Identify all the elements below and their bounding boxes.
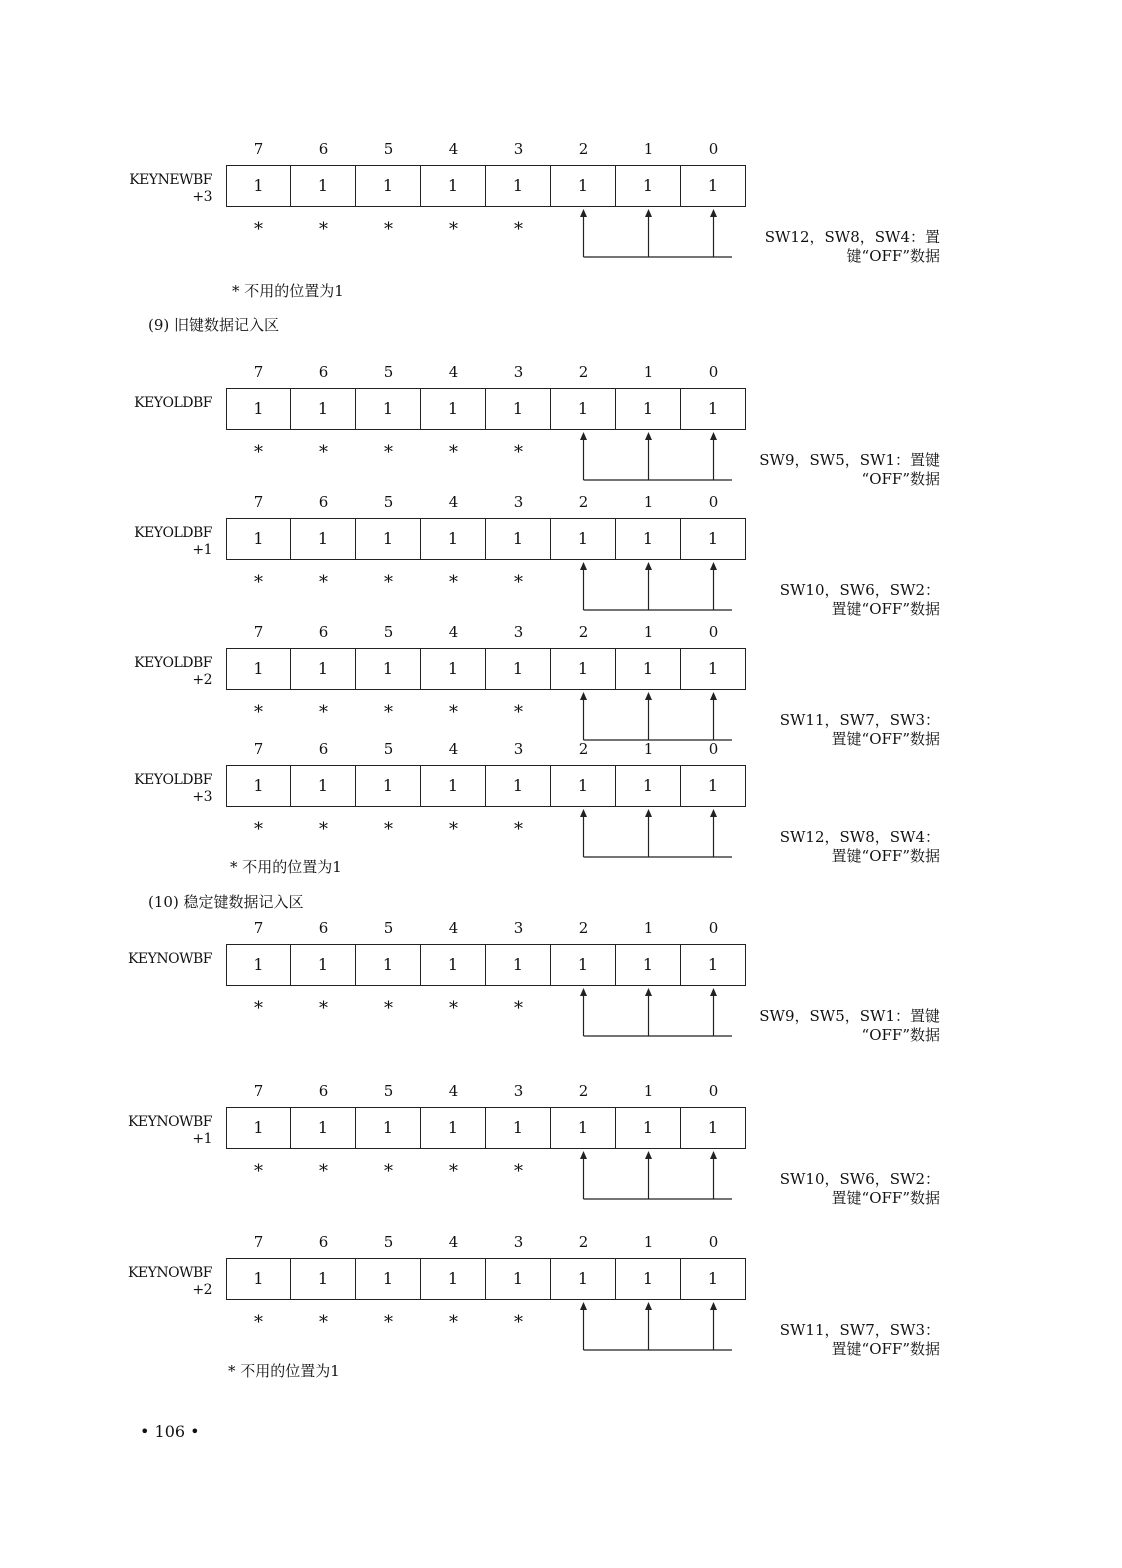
register-label-line2: +1: [192, 1131, 212, 1147]
bit-number: 1: [643, 363, 654, 381]
bit-number: 1: [643, 740, 654, 758]
arrowhead: [580, 988, 587, 996]
unused-star: *: [449, 1161, 458, 1182]
unused-star: *: [254, 998, 263, 1019]
unused-star: *: [449, 819, 458, 840]
bit-number: 0: [708, 623, 719, 641]
unused-star: *: [514, 572, 523, 593]
bit-number: 4: [448, 919, 459, 937]
bit-number: 4: [448, 493, 459, 511]
register-label-line1: KEYOLDBF: [134, 395, 212, 411]
unused-star: *: [384, 572, 393, 593]
bit-number: 4: [448, 623, 459, 641]
arrow-bracket: [0, 493, 1122, 623]
unused-star: *: [254, 442, 263, 463]
bit-number: 3: [513, 919, 524, 937]
bit-number: 3: [513, 363, 524, 381]
arrowhead: [645, 1151, 652, 1159]
bit-number: 0: [708, 493, 719, 511]
arrowhead: [710, 432, 717, 440]
bit-cell: 1: [356, 765, 421, 807]
arrowhead: [580, 562, 587, 570]
bit-cell: 1: [421, 518, 486, 560]
unused-star: *: [384, 998, 393, 1019]
bit-number: 0: [708, 740, 719, 758]
unused-star: *: [514, 1161, 523, 1182]
arrow-bracket: [0, 740, 1122, 870]
bit-cell: 1: [356, 944, 421, 986]
bit-number: 5: [383, 740, 394, 758]
bit-number: 4: [448, 363, 459, 381]
bit-number: 7: [253, 623, 264, 641]
register-label-line2: +1: [192, 542, 212, 558]
bit-cell: 1: [681, 1107, 746, 1149]
bit-number: 1: [643, 140, 654, 158]
register-diagram: [0, 493, 1122, 623]
switch-description: [780, 1321, 940, 1359]
bit-cell: 1: [291, 165, 356, 207]
bit-number: 5: [383, 623, 394, 641]
switch-description-line2: 置键“OFF”数据: [831, 1340, 940, 1358]
register-diagram: [0, 919, 1122, 1049]
bit-number: 7: [253, 919, 264, 937]
switch-description: [765, 228, 940, 266]
bit-number: 2: [578, 740, 589, 758]
bit-number: 5: [383, 919, 394, 937]
unused-star: *: [319, 702, 328, 723]
bit-cell: 1: [616, 165, 681, 207]
bit-number: 2: [578, 919, 589, 937]
unused-note: * 不用的位置为1: [228, 1362, 340, 1380]
switch-description: [780, 581, 940, 619]
unused-star: *: [514, 1312, 523, 1333]
switch-description-line1: SW12，SW8，SW4：置: [764, 228, 940, 246]
bit-number: 6: [318, 363, 329, 381]
bit-cell: 1: [486, 165, 551, 207]
unused-star: *: [254, 702, 263, 723]
bit-number: 6: [318, 1082, 329, 1100]
arrowhead: [580, 209, 587, 217]
register-label-line1: KEYNEWBF: [129, 172, 212, 188]
bit-number: 3: [513, 740, 524, 758]
unused-star: *: [384, 702, 393, 723]
bit-number: 3: [513, 623, 524, 641]
unused-star: *: [319, 819, 328, 840]
arrowhead: [645, 988, 652, 996]
bit-cell: 1: [486, 388, 551, 430]
bit-number: 3: [513, 493, 524, 511]
bit-cell: 1: [421, 944, 486, 986]
register-label-line1: KEYOLDBF: [134, 525, 212, 541]
unused-star: *: [384, 819, 393, 840]
switch-description: [780, 1170, 940, 1208]
register-diagram: [0, 1082, 1122, 1212]
unused-star: *: [384, 1161, 393, 1182]
bit-number: 4: [448, 1082, 459, 1100]
arrowhead: [645, 1302, 652, 1310]
bit-cell: 1: [291, 944, 356, 986]
arrowhead: [645, 809, 652, 817]
bit-cell: 1: [486, 765, 551, 807]
bit-number: 7: [253, 1082, 264, 1100]
unused-star: *: [319, 219, 328, 240]
unused-star: *: [449, 1312, 458, 1333]
register-label-line2: +2: [192, 1282, 212, 1298]
register-diagram: [0, 623, 1122, 753]
switch-description-line2: 置键“OFF”数据: [831, 847, 940, 865]
unused-star: *: [514, 442, 523, 463]
bit-cell: 1: [616, 765, 681, 807]
bit-cell: 1: [356, 1258, 421, 1300]
bit-number: 7: [253, 363, 264, 381]
arrowhead: [645, 209, 652, 217]
arrow-bracket: [0, 363, 1122, 493]
unused-star: *: [384, 1312, 393, 1333]
bit-number: 5: [383, 1082, 394, 1100]
bit-cell: 1: [681, 518, 746, 560]
bit-number: 7: [253, 493, 264, 511]
unused-note: * 不用的位置为1: [230, 858, 342, 876]
bit-cell: 1: [226, 1258, 291, 1300]
bit-cell: 1: [551, 165, 616, 207]
bit-cell: 1: [356, 518, 421, 560]
bit-number: 4: [448, 740, 459, 758]
section-10-title: (10) 稳定键数据记入区: [148, 893, 304, 911]
arrowhead: [710, 1151, 717, 1159]
bit-number: 2: [578, 1082, 589, 1100]
bit-cell: 1: [616, 1258, 681, 1300]
bit-number: 6: [318, 919, 329, 937]
bit-number: 0: [708, 1082, 719, 1100]
bit-cell: 1: [616, 388, 681, 430]
switch-description-line2: 置键“OFF”数据: [831, 1189, 940, 1207]
bit-cell: 1: [486, 648, 551, 690]
switch-description-line1: SW9，SW5，SW1：置键: [759, 451, 940, 469]
register-diagram: [0, 740, 1122, 870]
bit-cell: 1: [356, 388, 421, 430]
switch-description-line1: SW11，SW7，SW3：: [779, 711, 940, 729]
unused-star: *: [319, 442, 328, 463]
bit-number: 6: [318, 140, 329, 158]
switch-description: [759, 451, 940, 489]
bit-number: 2: [578, 623, 589, 641]
bit-cell: 1: [681, 944, 746, 986]
switch-description-line1: SW10，SW6，SW2：: [779, 581, 940, 599]
unused-star: *: [254, 1161, 263, 1182]
section-9-title: (9) 旧键数据记入区: [148, 316, 280, 334]
bit-number: 6: [318, 740, 329, 758]
bit-cell: 1: [616, 944, 681, 986]
bit-cell: 1: [226, 1107, 291, 1149]
bit-cell: 1: [421, 1107, 486, 1149]
arrow-bracket: [0, 919, 1122, 1049]
switch-description: [780, 828, 940, 866]
register-label-line1: KEYOLDBF: [134, 772, 212, 788]
unused-star: *: [384, 219, 393, 240]
unused-star: *: [514, 219, 523, 240]
bit-cell: 1: [551, 1107, 616, 1149]
bit-number: 1: [643, 493, 654, 511]
switch-description-line1: SW9，SW5，SW1：置键: [759, 1007, 940, 1025]
bit-number: 2: [578, 363, 589, 381]
arrowhead: [710, 209, 717, 217]
bit-cell: 1: [681, 165, 746, 207]
bit-number: 2: [578, 140, 589, 158]
bit-number: 1: [643, 919, 654, 937]
arrowhead: [580, 692, 587, 700]
bit-cell: 1: [681, 648, 746, 690]
register-diagram: [0, 363, 1122, 493]
bit-cell: 1: [421, 765, 486, 807]
bit-cell: 1: [616, 1107, 681, 1149]
unused-note: * 不用的位置为1: [232, 282, 344, 300]
bit-cell: 1: [356, 165, 421, 207]
bit-cell: 1: [226, 518, 291, 560]
bit-number: 5: [383, 1233, 394, 1251]
bit-cell: 1: [551, 765, 616, 807]
unused-star: *: [319, 998, 328, 1019]
register-label-line2: +2: [192, 672, 212, 688]
bit-cell: 1: [551, 1258, 616, 1300]
unused-star: *: [319, 1312, 328, 1333]
bit-cell: 1: [681, 388, 746, 430]
bit-number: 1: [643, 1082, 654, 1100]
bit-cell: 1: [291, 648, 356, 690]
bit-number: 1: [643, 1233, 654, 1251]
unused-star: *: [384, 442, 393, 463]
register-label-line1: KEYNOWBF: [127, 1265, 212, 1281]
unused-star: *: [514, 702, 523, 723]
switch-description-line1: SW11，SW7，SW3：: [779, 1321, 940, 1339]
arrowhead: [580, 432, 587, 440]
unused-star: *: [254, 819, 263, 840]
arrowhead: [710, 1302, 717, 1310]
bit-cell: 1: [226, 388, 291, 430]
switch-description-line2: 置键“OFF”数据: [831, 600, 940, 618]
bit-cell: 1: [486, 944, 551, 986]
register-label-line1: KEYOLDBF: [134, 655, 212, 671]
bit-cell: 1: [421, 1258, 486, 1300]
bit-cell: 1: [291, 765, 356, 807]
switch-description: [759, 1007, 940, 1045]
unused-star: *: [514, 998, 523, 1019]
bit-cell: 1: [226, 765, 291, 807]
switch-description-line2: 键“OFF”数据: [846, 247, 940, 265]
bit-number: 6: [318, 623, 329, 641]
arrowhead: [710, 809, 717, 817]
bit-cell: 1: [291, 1107, 356, 1149]
arrowhead: [645, 562, 652, 570]
arrowhead: [710, 988, 717, 996]
bit-number: 3: [513, 1082, 524, 1100]
bit-cell: 1: [226, 944, 291, 986]
switch-description-line2: “OFF”数据: [861, 1026, 940, 1044]
register-label-line2: +3: [192, 789, 212, 805]
arrowhead: [710, 562, 717, 570]
arrowhead: [645, 692, 652, 700]
bit-number: 4: [448, 140, 459, 158]
register-label-line1: KEYNOWBF: [127, 1114, 212, 1130]
switch-description-line1: SW12，SW8，SW4：: [779, 828, 940, 846]
unused-star: *: [449, 442, 458, 463]
bit-number: 0: [708, 140, 719, 158]
bit-cell: 1: [551, 388, 616, 430]
page-number: • 106 •: [140, 1422, 200, 1441]
bit-cell: 1: [551, 944, 616, 986]
unused-star: *: [319, 1161, 328, 1182]
unused-star: *: [254, 1312, 263, 1333]
bit-number: 2: [578, 1233, 589, 1251]
bit-number: 6: [318, 493, 329, 511]
unused-star: *: [449, 998, 458, 1019]
bit-number: 5: [383, 363, 394, 381]
switch-description-line1: SW10，SW6，SW2：: [779, 1170, 940, 1188]
bit-number: 2: [578, 493, 589, 511]
bit-cell: 1: [291, 1258, 356, 1300]
unused-star: *: [449, 702, 458, 723]
bit-number: 0: [708, 919, 719, 937]
bit-cell: 1: [226, 165, 291, 207]
unused-star: *: [319, 572, 328, 593]
bit-cell: 1: [681, 1258, 746, 1300]
arrowhead: [580, 1151, 587, 1159]
bit-number: 3: [513, 140, 524, 158]
bit-number: 7: [253, 1233, 264, 1251]
arrowhead: [645, 432, 652, 440]
bit-cell: 1: [226, 648, 291, 690]
bit-cell: 1: [486, 1107, 551, 1149]
bit-number: 7: [253, 740, 264, 758]
unused-star: *: [254, 572, 263, 593]
unused-star: *: [254, 219, 263, 240]
arrowhead: [710, 692, 717, 700]
arrow-bracket: [0, 623, 1122, 753]
bit-number: 5: [383, 493, 394, 511]
switch-description-line2: 置键“OFF”数据: [831, 730, 940, 748]
arrow-bracket: [0, 1082, 1122, 1212]
bit-cell: 1: [421, 648, 486, 690]
switch-description-line2: “OFF”数据: [861, 470, 940, 488]
register-diagram: [0, 140, 1122, 270]
bit-cell: 1: [616, 518, 681, 560]
bit-number: 4: [448, 1233, 459, 1251]
bit-number: 6: [318, 1233, 329, 1251]
bit-number: 7: [253, 140, 264, 158]
bit-number: 5: [383, 140, 394, 158]
bit-number: 0: [708, 363, 719, 381]
unused-star: *: [449, 219, 458, 240]
bit-number: 3: [513, 1233, 524, 1251]
bit-cell: 1: [421, 388, 486, 430]
arrow-bracket: [0, 1233, 1122, 1363]
bit-cell: 1: [551, 518, 616, 560]
register-label-line1: KEYNOWBF: [127, 951, 212, 967]
bit-cell: 1: [616, 648, 681, 690]
bit-cell: 1: [291, 518, 356, 560]
bit-cell: 1: [486, 518, 551, 560]
arrow-bracket: [0, 140, 1122, 270]
bit-cell: 1: [421, 165, 486, 207]
bit-cell: 1: [486, 1258, 551, 1300]
register-label-line2: +3: [192, 189, 212, 205]
bit-cell: 1: [291, 388, 356, 430]
bit-cell: 1: [356, 1107, 421, 1149]
bit-cell: 1: [356, 648, 421, 690]
bit-cell: 1: [681, 765, 746, 807]
arrowhead: [580, 809, 587, 817]
bit-number: 1: [643, 623, 654, 641]
bit-number: 0: [708, 1233, 719, 1251]
unused-star: *: [449, 572, 458, 593]
bit-cell: 1: [551, 648, 616, 690]
unused-star: *: [514, 819, 523, 840]
arrowhead: [580, 1302, 587, 1310]
register-diagram: [0, 1233, 1122, 1363]
